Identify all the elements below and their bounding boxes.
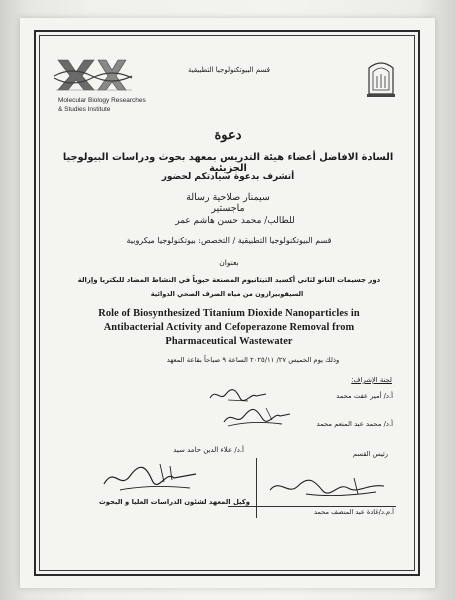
institute-name-line1: Molecular Biology Researches bbox=[58, 97, 146, 104]
addressee-line: السادة الافاضل أعضاء هيئة التدريس بمعهد بحوث ودراسات البيولوجيا الجزيئية bbox=[62, 152, 394, 174]
department-head-name: أ.م.د/غادة عبد المنصف محمد bbox=[313, 508, 394, 516]
department-head-label: رئيس القسم bbox=[353, 450, 388, 458]
thesis-title-en-line1: Role of Biosynthesized Titanium Dioxide Nanoparticles in bbox=[98, 308, 360, 319]
department-specialty: قسم البيوتكنولوجيا التطبيقية / التخصص: بيوتكنولوجيا ميكروبية bbox=[126, 236, 332, 245]
department-head-signature bbox=[266, 474, 388, 500]
university-seal bbox=[365, 58, 397, 98]
committee-label: لجنة الإشراف: bbox=[351, 376, 392, 384]
member2-signature bbox=[222, 404, 292, 430]
date-line: وذلك يوم الخميس ٢٧/ ٢٠٢٥/١١ الساعة ٩ صباحاً بقاعة المعهد bbox=[166, 356, 340, 364]
member1-signature bbox=[208, 386, 268, 404]
committee-member-1: أ.د/ أمير عفت محمد bbox=[336, 392, 393, 400]
thesis-title-ar-line2: السيفوبيرازون من مياه الصرف الصحي الدوائية bbox=[150, 290, 304, 298]
institute-name-line2: & Studies Institute bbox=[58, 106, 111, 113]
department-name: قسم البيوتكنولوجيا التطبيقية bbox=[187, 66, 271, 74]
signature-divider-vertical bbox=[256, 458, 257, 518]
invite-line: أتشرف بدعوة سيادتكم لحضور bbox=[161, 172, 295, 182]
titled-label: بعنوان bbox=[219, 258, 239, 267]
vice-dean-role: وكيل المعهد لشئون الدراسات العليا و البحوث bbox=[98, 498, 250, 506]
committee-member-2: أ.د/ محمد عبد المنعم محمد bbox=[316, 420, 393, 428]
vice-dean-signature bbox=[100, 460, 200, 496]
thesis-title-ar-line1: دور جسيمات النانو لثاني أكسيد التيتانيوم المصنعة حيوياً في النشاط المضاد للبكتريا وإزالة bbox=[77, 276, 381, 284]
invitation-title: دعوة bbox=[214, 128, 242, 143]
student-name: للطالب/ محمد حسن هاشم عمر bbox=[175, 216, 295, 226]
thesis-title-en-line2: Antibacterial Activity and Cefoperazone Removal from bbox=[103, 322, 355, 333]
institute-name-en bbox=[58, 96, 168, 114]
seminar-type: سيمنار صلاحية رسالة ماجستير bbox=[186, 192, 270, 214]
thesis-title-en-line3: Pharmaceutical Wastewater bbox=[165, 336, 293, 347]
signature-divider-horizontal bbox=[228, 506, 396, 507]
institute-logo bbox=[52, 56, 138, 92]
vice-dean-name: أ.د/ علاء الدين حامد سيد bbox=[173, 446, 244, 454]
